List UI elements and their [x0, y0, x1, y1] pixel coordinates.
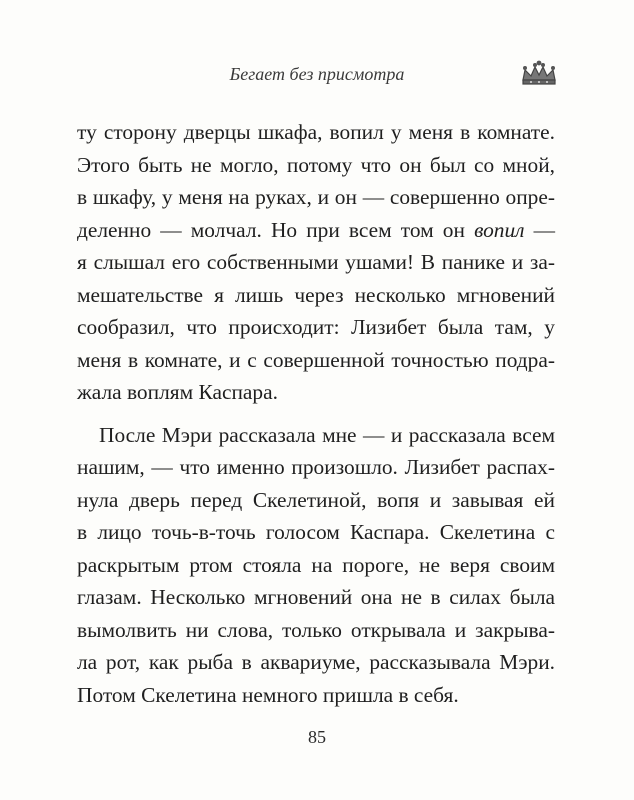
page-number: 85 — [308, 727, 326, 747]
text-segment: — — [524, 217, 555, 242]
text-line: сообразил, что происходит: Лизибет была там, у — [77, 315, 555, 339]
text-line: жала воплям Каспара. — [77, 380, 278, 404]
crown-icon — [519, 60, 559, 88]
text-line-with-emphasis — [77, 214, 555, 247]
text-line: глазам. Несколько мгновений она не в силах была — [77, 585, 555, 609]
text-line: вымолвить ни слова, только открывала и закрыва- — [77, 617, 555, 642]
text-line: в шкафу, у меня на руках, и он — совершенно опре- — [77, 185, 555, 209]
text-line: Потом Скелетина немного пришла в себя. — [77, 682, 459, 707]
text-line: ту сторону дверцы шкафа, вопил у меня в комнате. — [77, 120, 555, 144]
emphasized-word: вопил — [474, 217, 525, 242]
text-line: мешательстве я лишь через несколько мгновений — [77, 282, 555, 307]
text-line: я слышал его собственными ушами! В панике и за- — [77, 250, 555, 274]
running-title: Бегает без присмотра — [229, 64, 405, 84]
text-line: нула дверь перед Скелетиной, вопя и завывая ей — [77, 487, 555, 512]
text-line: в лицо точь-в-точь голосом Каспара. Скелетина с — [77, 520, 555, 544]
paragraph-gap — [77, 409, 555, 419]
paragraph-1 — [77, 116, 555, 409]
paragraph-2 — [77, 419, 555, 712]
text-line: После Мэри рассказала мне — и рассказала всем — [99, 422, 555, 447]
text-segment: деленно — молчал. Но при всем том он — [77, 217, 475, 242]
running-head — [0, 60, 634, 90]
text-line: нашим, — что именно произошло. Лизибет распах- — [77, 455, 555, 479]
text-line: Этого быть не могло, потому что он был со мной, — [77, 152, 555, 177]
text-line: ла рот, как рыба в аквариуме, рассказывала Мэри. — [77, 650, 555, 674]
text-line: раскрытым ртом стояла на пороге, не веря своим — [77, 552, 555, 577]
text-line: меня в комнате, и с совершенной точностью подра- — [77, 347, 555, 372]
body-text — [77, 116, 555, 711]
